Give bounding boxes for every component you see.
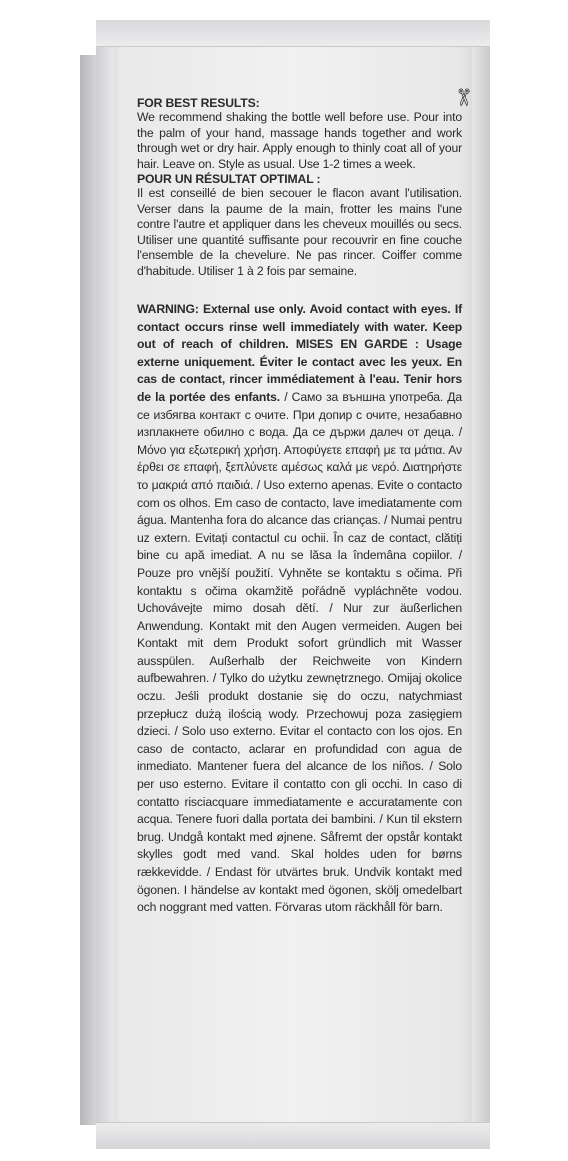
warning-english: WARNING: External use only. Avoid contact with eyes. If contact occurs rinse well immediately with water. Keep out of reach of children. [137,302,462,352]
section-gap [137,279,462,301]
box-top-fold [96,20,490,47]
resultat-optimal-heading: POUR UN RÉSULTAT OPTIMAL : [137,172,321,186]
box-side-shadow [80,55,96,1125]
warning-block [137,301,462,917]
resultat-optimal-text: Il est conseillé de bien secouer le flacon avant l'utilisation. Verser dans la paume de la main, frotter les mains l'une contre l'autre et appliquer dans les cheveux mouillés ou secs. Utiliser une quantité suffisante pour recouvrir en fine couche l'ensemble de la chevelure. Ne pas rincer. Coiffer comme d'habitude. Utiliser 1 à 2 fois par semaine. [137,186,462,278]
scissors-icon: ✄ [451,87,476,107]
box-bottom-fold [96,1122,490,1149]
best-results-text: We recommend shaking the bottle well before use. Pour into the palm of your hand, massage hands together and work through wet or dry hair. Apply enough to thinly coat all of your hair. Leave on. Style as usual. Use 1-2 times a week. [137,110,462,171]
warning-french: MISES EN GARDE : Usage externe uniquement. Éviter le contact avec les yeux. En cas de contact, rincer immédiatement à l'eau. Tenir hors de la portée des enfants. [137,337,462,404]
box-left-edge [96,40,114,1125]
box-right-edge [472,40,490,1125]
warning-multilingual: / Само за външна употреба. Да се избягва контакт с очите. При допир с очите, незабавно изплакнете обилно с вода. Да се държи далеч от деца. / Μόνο για εξωτερική χρήση. Αποφύγετε επαφή με τα μάτια. Αν έρθει σε επαφή, ξεπλύνετε αμέσως καλά με νερό. Διατηρήστε το μακριά από παιδιά. / Uso externo apenas. Evite o contacto com os olhos. Em caso de contacto, lave imediatamente com água. Mantenha fora do alcance das crianças. / Numai pentru uz extern. Evitați contactul cu ochii. În caz de contact, clătiți bine cu apă imediat. A nu se lăsa la îndemâna copiilor. / Pouze pro vnější použití. Vyhněte se kontaktu s očima. Při kontaktu s očima okamžitě pořádně vypláchněte vodou. Uchovávejte mimo dosah dětí. / Nur zur äußerlichen Anwendung. Kontakt mit den Augen vermeiden. Augen bei Kontakt mit dem Produkt sofort gründlich mit Wasser ausspülen. Außerhalb der Reichweite von Kindern aufbewahren. / Tylko do użytku zewnętrznego. Omijaj okolice oczu. Jeśli produkt dostanie się do oczu, natychmiast przepłucz dużą ilością wody. Przechowuj poza zasięgiem dzieci. / Solo uso externo. Evitar el contacto con los ojos. En caso de contacto, aclarar en profundidad con agua de inmediato. Mantener fuera del alcance de los niños. / Solo per uso esterno. Evitare il contatto con gli occhi. In caso di contatto risciacquare immediatamente e accuratamente con acqua. Tenere fuori dalla portata dei bambini. / Kun til ekstern brug. Undgå kontakt med øjnene. Såfremt der opstår kontakt skylles godt med vand. Skal holdes uden for børns rækkevidde. / Endast för utvärtes bruk. Undvik kontakt med ögonen. I händelse av kontakt med ögonen, skölj omedelbart och noggrant med vatten. Förvaras utom räckhåll för barn. [137,389,463,915]
best-results-heading: FOR BEST RESULTS: [137,96,260,110]
label-text [137,96,462,917]
